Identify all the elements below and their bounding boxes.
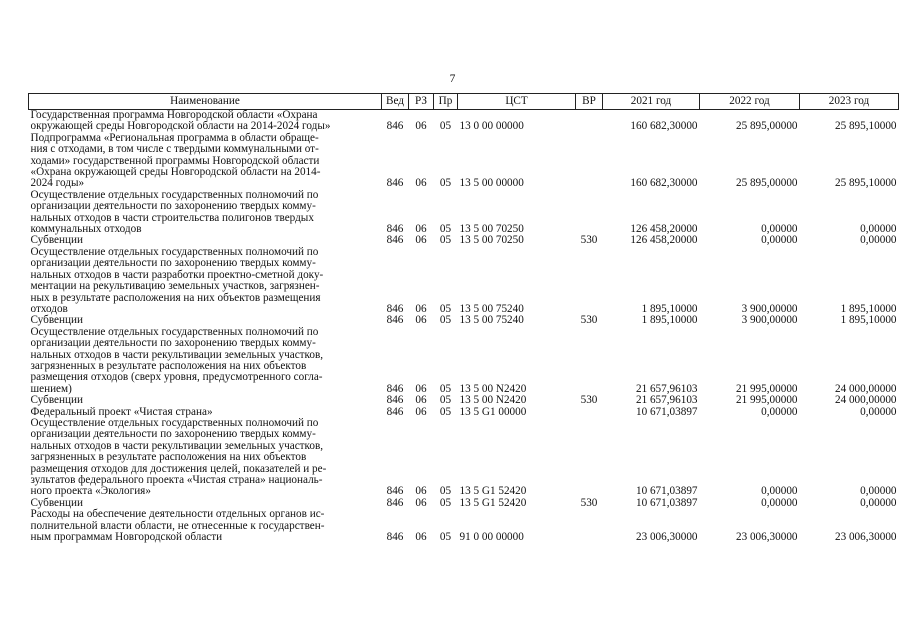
cell-vr: 530 <box>580 394 598 407</box>
cell-rz: 06 <box>415 302 427 315</box>
cell-ved: 846 <box>386 314 404 327</box>
cell-rz: 06 <box>415 382 427 395</box>
name-line: ных в результате расположения на них объектов размещения <box>30 291 321 304</box>
name-line: организации деятельности по захоронению твердых комму- <box>30 337 316 350</box>
cell-name <box>29 133 382 190</box>
cell-pr: 05 <box>439 177 452 190</box>
header-ved: Вед <box>382 94 409 110</box>
header-rz: РЗ <box>409 94 434 110</box>
header-name: Наименование <box>29 94 382 110</box>
table-row <box>29 509 899 543</box>
cell-2023: 24 000,00000 <box>834 382 897 395</box>
name-line: ходами» государственной программы Новгородской области <box>30 154 320 167</box>
cell-ved: 846 <box>386 531 404 544</box>
name-line: Осуществление отдельных государственных полномочий по <box>30 188 319 201</box>
table-row <box>29 418 899 498</box>
cell-pr: 05 <box>439 394 452 407</box>
cell-cst: 13 5 G1 52420 <box>459 496 527 509</box>
name-line: Государственная программа Новгородской области «Охрана <box>30 109 318 121</box>
name-line: коммунальных отходов <box>30 223 142 236</box>
cell-ved: 846 <box>386 120 404 133</box>
header-2023: 2023 год <box>800 94 899 110</box>
name-line: нальных отходов в части рекультивации земельных участков, <box>30 348 324 361</box>
cell-vr <box>576 133 603 190</box>
cell-vr: 530 <box>580 496 598 509</box>
cell-name <box>29 247 382 315</box>
cell-pr: 05 <box>439 314 452 327</box>
table-row <box>29 327 899 395</box>
cell-vr <box>576 110 603 133</box>
cell-ved: 846 <box>386 302 404 315</box>
name-line: загрязненных в результате расположения на них объектов <box>30 359 307 372</box>
cell-ved: 846 <box>386 177 404 190</box>
name-line: Субвенции <box>30 314 83 327</box>
header-vr: ВР <box>576 94 603 110</box>
name-line: Субвенции <box>30 234 83 247</box>
budget-table <box>28 93 899 543</box>
cell-vr: 530 <box>580 234 598 247</box>
cell-2021: 21 657,96103 <box>635 382 698 395</box>
name-line: организации деятельности по захоронению твердых комму- <box>30 428 316 441</box>
name-line: нальных отходов в части строительства полигонов твердых <box>30 211 314 224</box>
table-body <box>29 110 899 544</box>
cell-2023: 1 895,10000 <box>840 314 897 327</box>
name-line: ного проекта «Экология» <box>30 485 151 498</box>
page-number: 7 <box>449 73 456 85</box>
table-row <box>29 133 899 190</box>
cell-pr: 05 <box>439 223 452 236</box>
cell-pr: 05 <box>439 531 452 544</box>
cell-rz: 06 <box>415 234 427 247</box>
cell-rz: 06 <box>415 405 427 418</box>
cell-rz: 06 <box>415 120 427 133</box>
cell-ved: 846 <box>386 485 404 498</box>
cell-cst: 13 0 00 00000 <box>459 120 524 133</box>
name-line: Субвенции <box>30 394 83 407</box>
cell-2023: 1 895,10000 <box>840 302 897 315</box>
cell-cst: 13 5 00 75240 <box>459 302 524 315</box>
cell-ved: 846 <box>386 394 404 407</box>
cell-ved: 846 <box>386 382 404 395</box>
table-row <box>29 190 899 236</box>
cell-rz: 06 <box>415 223 427 236</box>
name-line: полнительной власти области, не отнесенные к государствен- <box>30 519 325 532</box>
header-2021: 2021 год <box>603 94 700 110</box>
cell-2023: 25 895,10000 <box>834 120 897 133</box>
cell-pr: 05 <box>439 234 452 247</box>
name-line: нальных отходов в части разработки проектно-сметной доку- <box>30 268 324 281</box>
cell-2021: 10 671,03897 <box>635 496 698 509</box>
name-line: Осуществление отдельных государственных полномочий по <box>30 416 319 429</box>
cell-pr: 05 <box>439 485 452 498</box>
cell-2021: 10 671,03897 <box>635 405 698 418</box>
cell-vr <box>576 190 603 236</box>
name-line: 2024 годы» <box>30 177 85 190</box>
cell-2021: 23 006,30000 <box>635 531 698 544</box>
table-row <box>29 247 899 315</box>
name-line: Субвенции <box>30 496 83 509</box>
cell-ved: 846 <box>386 405 404 418</box>
name-line: размещения отходов для достижения целей, показателей и ре- <box>30 462 327 475</box>
header-pr: Пр <box>434 94 458 110</box>
cell-2022: 21 995,00000 <box>735 382 798 395</box>
cell-2022: 25 895,00000 <box>735 177 798 190</box>
cell-vr <box>576 509 603 543</box>
cell-2022: 3 900,00000 <box>741 314 798 327</box>
cell-pr: 05 <box>439 302 452 315</box>
cell-2021: 160 682,30000 <box>630 177 698 190</box>
name-line: ния с отходами, в том числе с твердыми коммунальными от- <box>30 143 319 156</box>
cell-2022: 0,00000 <box>761 485 798 498</box>
header-2022: 2022 год <box>700 94 800 110</box>
cell-2022: 0,00000 <box>761 223 798 236</box>
name-line: размещения отходов (сверх уровня, предусмотренного согла- <box>30 371 323 384</box>
name-line: ментации на рекультивацию земельных участков, загрязнен- <box>30 280 320 293</box>
cell-2023: 0,00000 <box>860 223 897 236</box>
cell-rz: 06 <box>415 496 427 509</box>
cell-2023: 0,00000 <box>860 234 897 247</box>
name-line: отходов <box>30 302 68 315</box>
cell-2021: 126 458,20000 <box>630 234 698 247</box>
cell-rz: 06 <box>415 314 427 327</box>
name-line: организации деятельности по захоронению твердых комму- <box>30 257 316 270</box>
cell-rz: 06 <box>415 485 427 498</box>
cell-2023: 0,00000 <box>860 496 897 509</box>
cell-2022: 23 006,30000 <box>735 531 798 544</box>
name-line: окружающей среды Новгородской области на 2014-2024 годы» <box>30 120 331 133</box>
name-line: Расходы на обеспечение деятельности отдельных органов ис- <box>30 508 325 521</box>
cell-vr <box>576 418 603 498</box>
cell-name <box>29 190 382 236</box>
cell-2022: 3 900,00000 <box>741 302 798 315</box>
cell-2023: 24 000,00000 <box>834 394 897 407</box>
cell-ved: 846 <box>386 223 404 236</box>
cell-2023: 25 895,10000 <box>834 177 897 190</box>
name-line: организации деятельности по захоронению твердых комму- <box>30 200 316 213</box>
cell-2022: 0,00000 <box>761 234 798 247</box>
cell-rz: 06 <box>415 177 427 190</box>
cell-ved: 846 <box>386 234 404 247</box>
cell-rz: 06 <box>415 394 427 407</box>
cell-cst: 13 5 G1 00000 <box>459 405 527 418</box>
cell-name <box>29 110 382 133</box>
cell-2021: 160 682,30000 <box>630 120 698 133</box>
cell-name <box>29 509 382 543</box>
cell-vr <box>576 247 603 315</box>
cell-cst: 13 5 G1 52420 <box>459 485 527 498</box>
table-row <box>29 110 899 133</box>
cell-pr: 05 <box>439 382 452 395</box>
name-line: нальных отходов в части рекультивации земельных участков, <box>30 439 324 452</box>
cell-2022: 0,00000 <box>761 496 798 509</box>
name-line: Подпрограмма «Региональная программа в области обраще- <box>30 131 319 144</box>
cell-name <box>29 327 382 395</box>
header-cst: ЦСТ <box>458 94 576 110</box>
cell-cst: 91 0 00 00000 <box>459 531 524 544</box>
cell-cst: 13 5 00 00000 <box>459 177 524 190</box>
cell-vr <box>576 407 603 418</box>
name-line: «Охрана окружающей среды Новгородской области на 2014- <box>30 166 321 179</box>
name-line: Осуществление отдельных государственных полномочий по <box>30 245 319 258</box>
cell-cst: 13 5 00 70250 <box>459 234 524 247</box>
header-row <box>29 94 899 110</box>
cell-pr: 05 <box>439 496 452 509</box>
cell-2021: 1 895,10000 <box>641 302 698 315</box>
name-line: Федеральный проект «Чистая страна» <box>30 405 213 418</box>
cell-vr <box>576 327 603 395</box>
cell-cst: 13 5 00 70250 <box>459 223 524 236</box>
cell-ved: 846 <box>386 496 404 509</box>
cell-2022: 25 895,00000 <box>735 120 798 133</box>
cell-pr: 05 <box>439 405 452 418</box>
cell-cst: 13 5 00 75240 <box>459 314 524 327</box>
cell-2022: 0,00000 <box>761 405 798 418</box>
cell-2023: 0,00000 <box>860 405 897 418</box>
cell-2023: 23 006,30000 <box>834 531 897 544</box>
cell-rz: 06 <box>415 531 427 544</box>
cell-2021: 1 895,10000 <box>641 314 698 327</box>
cell-2021: 21 657,96103 <box>635 394 698 407</box>
cell-2021: 10 671,03897 <box>635 485 698 498</box>
cell-2023: 0,00000 <box>860 485 897 498</box>
cell-2022: 21 995,00000 <box>735 394 798 407</box>
cell-2021: 126 458,20000 <box>630 223 698 236</box>
name-line: ным программам Новгородской области <box>30 531 223 544</box>
name-line: загрязненных в результате расположения на них объектов <box>30 451 307 464</box>
cell-vr: 530 <box>580 314 598 327</box>
cell-cst: 13 5 00 N2420 <box>459 382 527 395</box>
name-line: зультатов федерального проекта «Чистая страна» националь- <box>30 474 323 486</box>
cell-name <box>29 418 382 498</box>
cell-pr: 05 <box>439 120 452 133</box>
name-line: шением) <box>30 382 72 395</box>
cell-cst: 13 5 00 N2420 <box>459 394 527 407</box>
name-line: Осуществление отдельных государственных полномочий по <box>30 325 319 338</box>
